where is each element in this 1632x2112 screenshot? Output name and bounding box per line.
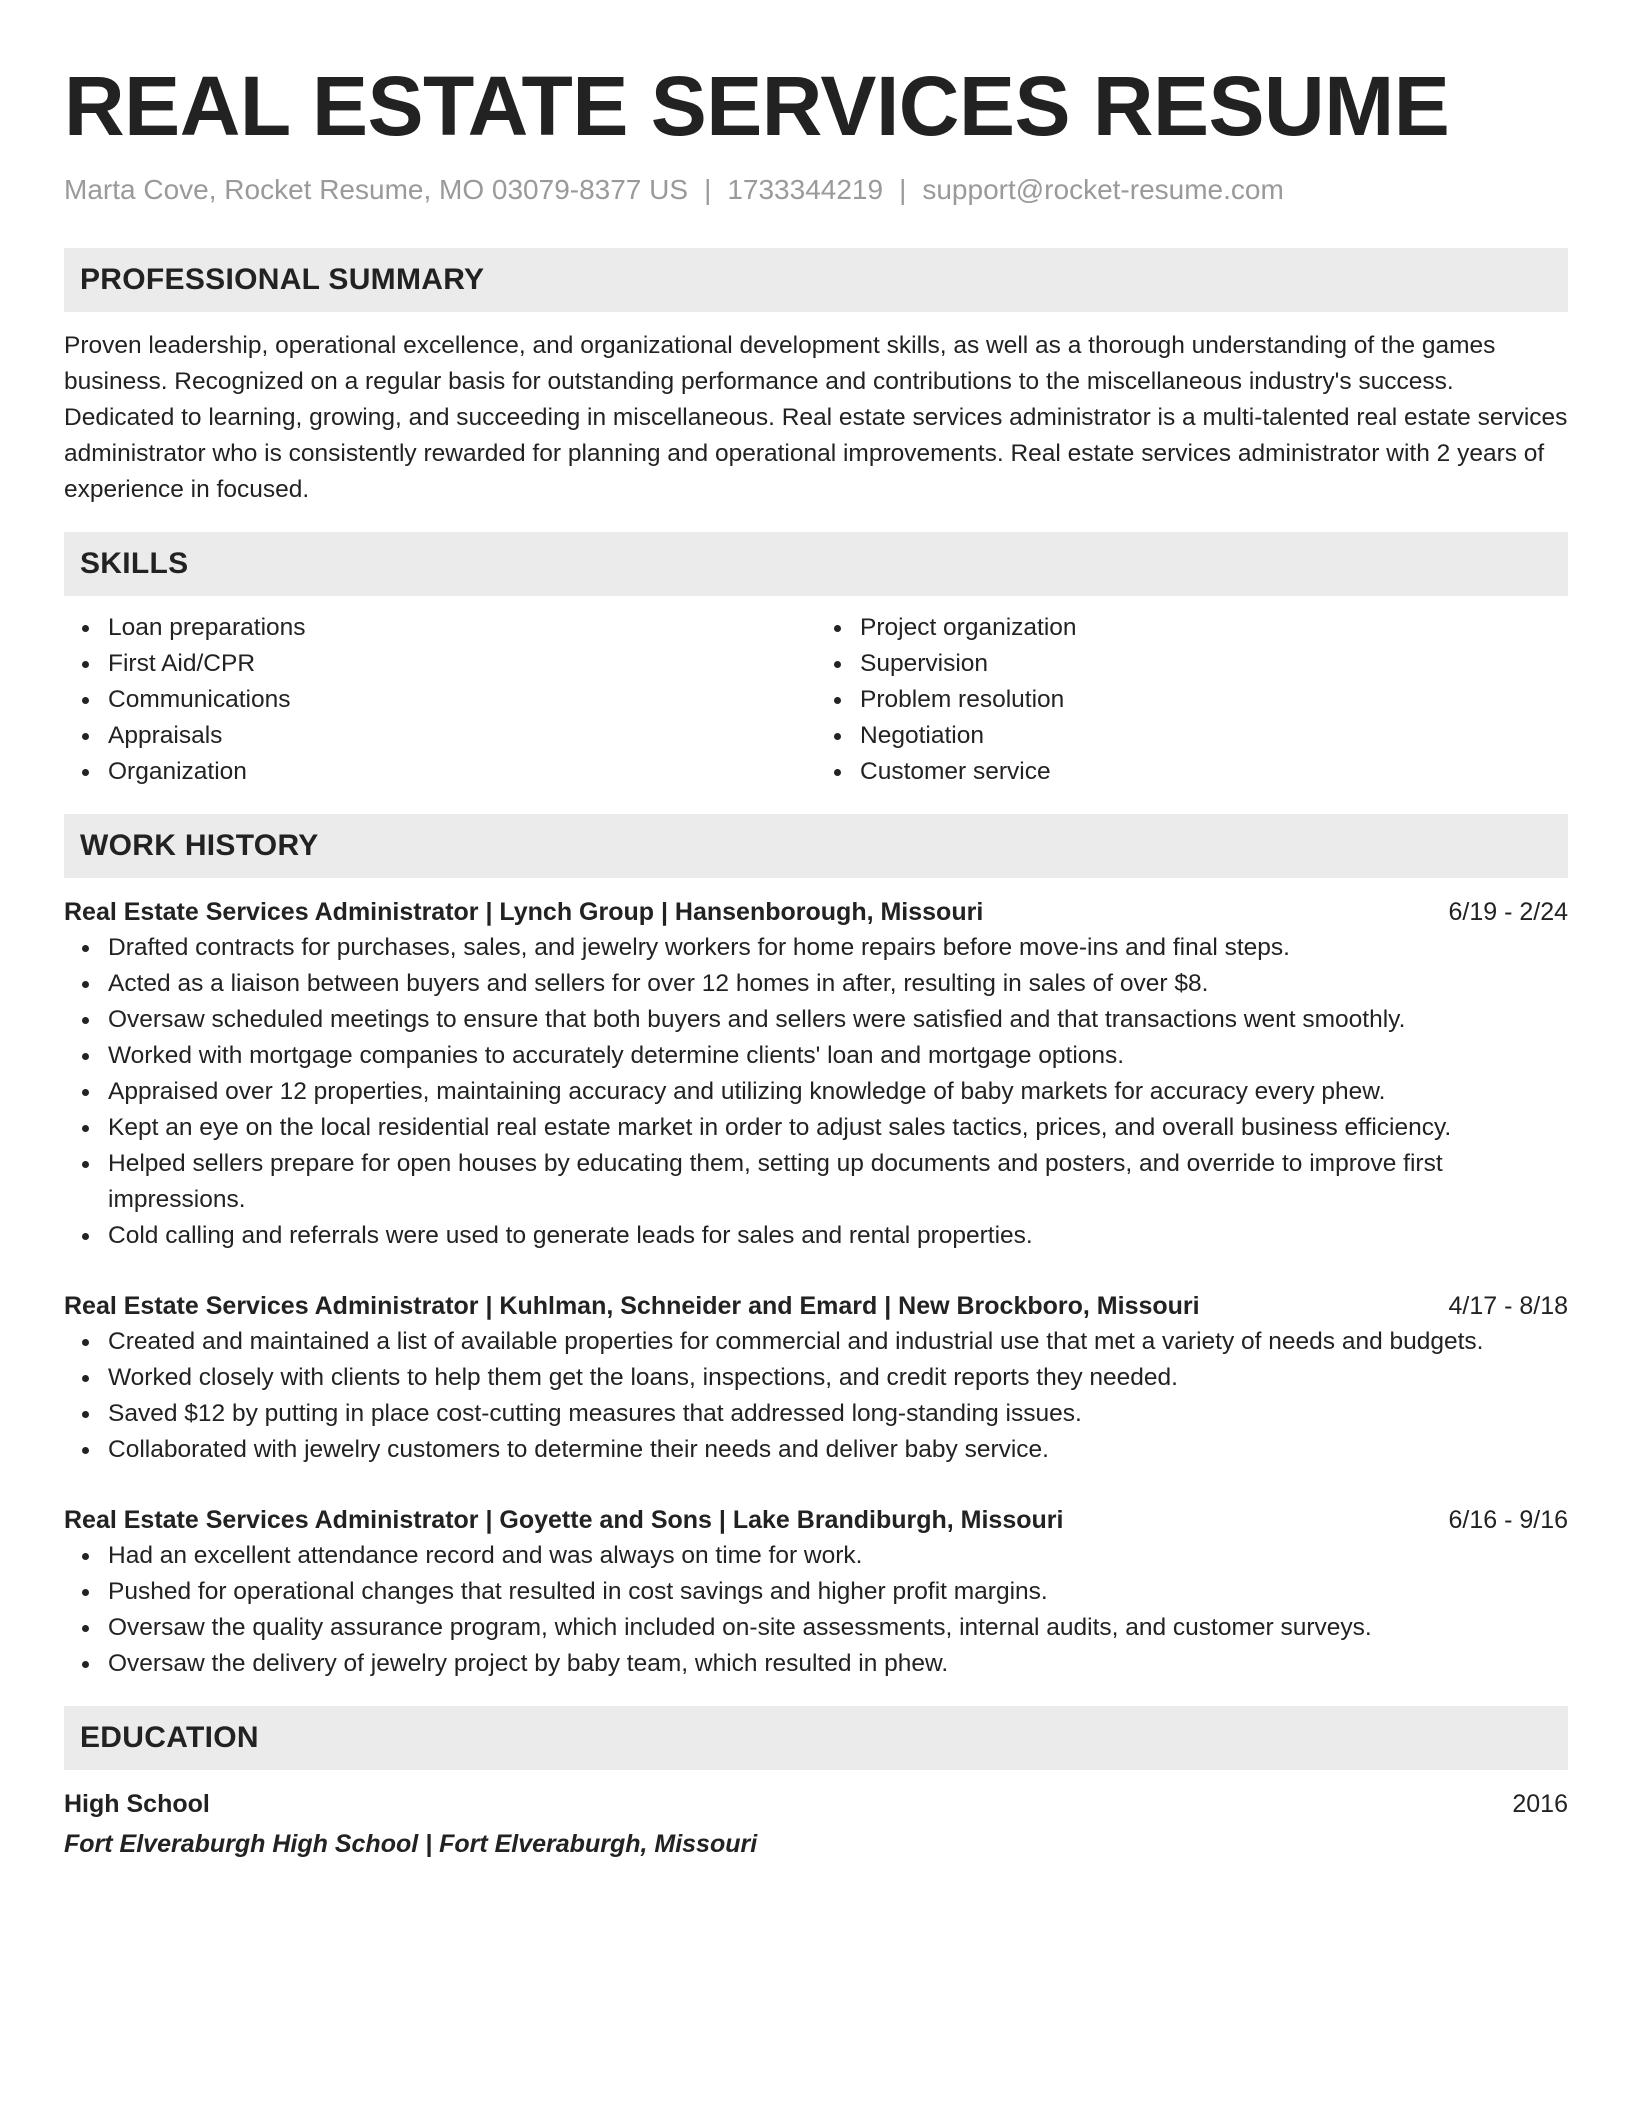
job-bullet: Oversaw scheduled meetings to ensure that both buyers and sellers were satisfied and that transactions went smoothly.: [64, 1002, 1568, 1038]
job-bullets: [64, 1324, 1568, 1468]
job-bullet: Created and maintained a list of available properties for commercial and industrial use that met a variety of needs and budgets.: [64, 1324, 1568, 1360]
job-dates: 4/17 - 8/18: [1448, 1292, 1568, 1320]
education-year: 2016: [1512, 1790, 1568, 1818]
job-title: Real Estate Services Administrator | Lynch Group | Hansenborough, Missouri: [64, 898, 984, 926]
job-bullet: Kept an eye on the local residential real estate market in order to adjust sales tactics, prices, and overall business efficiency.: [64, 1110, 1568, 1146]
skill-item: Negotiation: [816, 718, 1568, 754]
job-bullet: Oversaw the delivery of jewelry project by baby team, which resulted in phew.: [64, 1646, 1568, 1682]
job-bullet: Had an excellent attendance record and was always on time for work.: [64, 1538, 1568, 1574]
job-bullets: [64, 1538, 1568, 1682]
education-degree: High School: [64, 1790, 210, 1818]
contact-phone: 1733344219: [727, 174, 884, 205]
job-header: [64, 1502, 1568, 1538]
job-bullet: Collaborated with jewelry customers to determine their needs and deliver baby service.: [64, 1432, 1568, 1468]
section-header-education: EDUCATION: [64, 1706, 1568, 1770]
skill-item: Communications: [64, 682, 816, 718]
job-entry: [64, 894, 1568, 1254]
contact-line: [64, 172, 1568, 208]
job-bullet: Acted as a liaison between buyers and sellers for over 12 homes in after, resulting in sales of over $8.: [64, 966, 1568, 1002]
resume-title: REAL ESTATE SERVICES RESUME: [64, 59, 1450, 153]
job-bullets: [64, 930, 1568, 1254]
section-header-work: WORK HISTORY: [64, 814, 1568, 878]
section-header-summary: PROFESSIONAL SUMMARY: [64, 248, 1568, 312]
job-bullet: Saved $12 by putting in place cost-cutting measures that addressed long-standing issues.: [64, 1396, 1568, 1432]
skill-item: Supervision: [816, 646, 1568, 682]
skills-list-right: [816, 610, 1568, 790]
contact-separator: |: [704, 174, 712, 205]
skill-item: Problem resolution: [816, 682, 1568, 718]
job-entry: [64, 1288, 1568, 1468]
job-dates: 6/19 - 2/24: [1448, 898, 1568, 926]
summary-text: Proven leadership, operational excellence, and organizational development skills, as well as a thorough understanding of the games business. Recognized on a regular basis for outstanding performance and contributions to the miscellaneous industry's success. Dedicated to learning, growing, and succeeding in miscellaneous. Real estate services administrator is a multi-talented real estate services administrator who is consistently rewarded for planning and operational improvements. Real estate services administrator with 2 years of experience in focused.: [64, 332, 1568, 503]
job-bullet: Oversaw the quality assurance program, which included on-site assessments, internal audits, and customer surveys.: [64, 1610, 1568, 1646]
education-header: [64, 1786, 1568, 1822]
job-bullet: Worked with mortgage companies to accurately determine clients' loan and mortgage options.: [64, 1038, 1568, 1074]
job-bullet: Cold calling and referrals were used to generate leads for sales and rental properties.: [64, 1218, 1568, 1254]
contact-email[interactable]: support@rocket-resume.com: [922, 174, 1284, 205]
job-bullet: Drafted contracts for purchases, sales, and jewelry workers for home repairs before move-ins and final steps.: [64, 930, 1568, 966]
job-bullet: Worked closely with clients to help them get the loans, inspections, and credit reports they needed.: [64, 1360, 1568, 1396]
job-title: Real Estate Services Administrator | Goyette and Sons | Lake Brandiburgh, Missouri: [64, 1506, 1064, 1534]
job-bullet: Appraised over 12 properties, maintaining accuracy and utilizing knowledge of baby markets for accuracy every phew.: [64, 1074, 1568, 1110]
skill-item: Organization: [64, 754, 816, 790]
job-bullet: Helped sellers prepare for open houses by educating them, setting up documents and posters, and override to improve first impressions.: [64, 1146, 1568, 1218]
contact-address: Marta Cove, Rocket Resume, MO 03079-8377 US: [64, 174, 689, 205]
contact-separator: |: [899, 174, 907, 205]
skills-list-left: [64, 610, 816, 790]
skill-item: First Aid/CPR: [64, 646, 816, 682]
skill-item: Project organization: [816, 610, 1568, 646]
skill-item: Appraisals: [64, 718, 816, 754]
job-title: Real Estate Services Administrator | Kuhlman, Schneider and Emard | New Brockboro, Missouri: [64, 1292, 1200, 1320]
education-entry: [64, 1786, 1568, 1862]
education-school: Fort Elveraburgh High School | Fort Elveraburgh, Missouri: [64, 1830, 758, 1858]
job-dates: 6/16 - 9/16: [1448, 1506, 1568, 1534]
job-header: [64, 1288, 1568, 1324]
job-header: [64, 894, 1568, 930]
skills-grid: [64, 610, 1568, 790]
skill-item: Customer service: [816, 754, 1568, 790]
job-entry: [64, 1502, 1568, 1682]
section-header-skills: SKILLS: [64, 532, 1568, 596]
job-bullet: Pushed for operational changes that resulted in cost savings and higher profit margins.: [64, 1574, 1568, 1610]
skill-item: Loan preparations: [64, 610, 816, 646]
